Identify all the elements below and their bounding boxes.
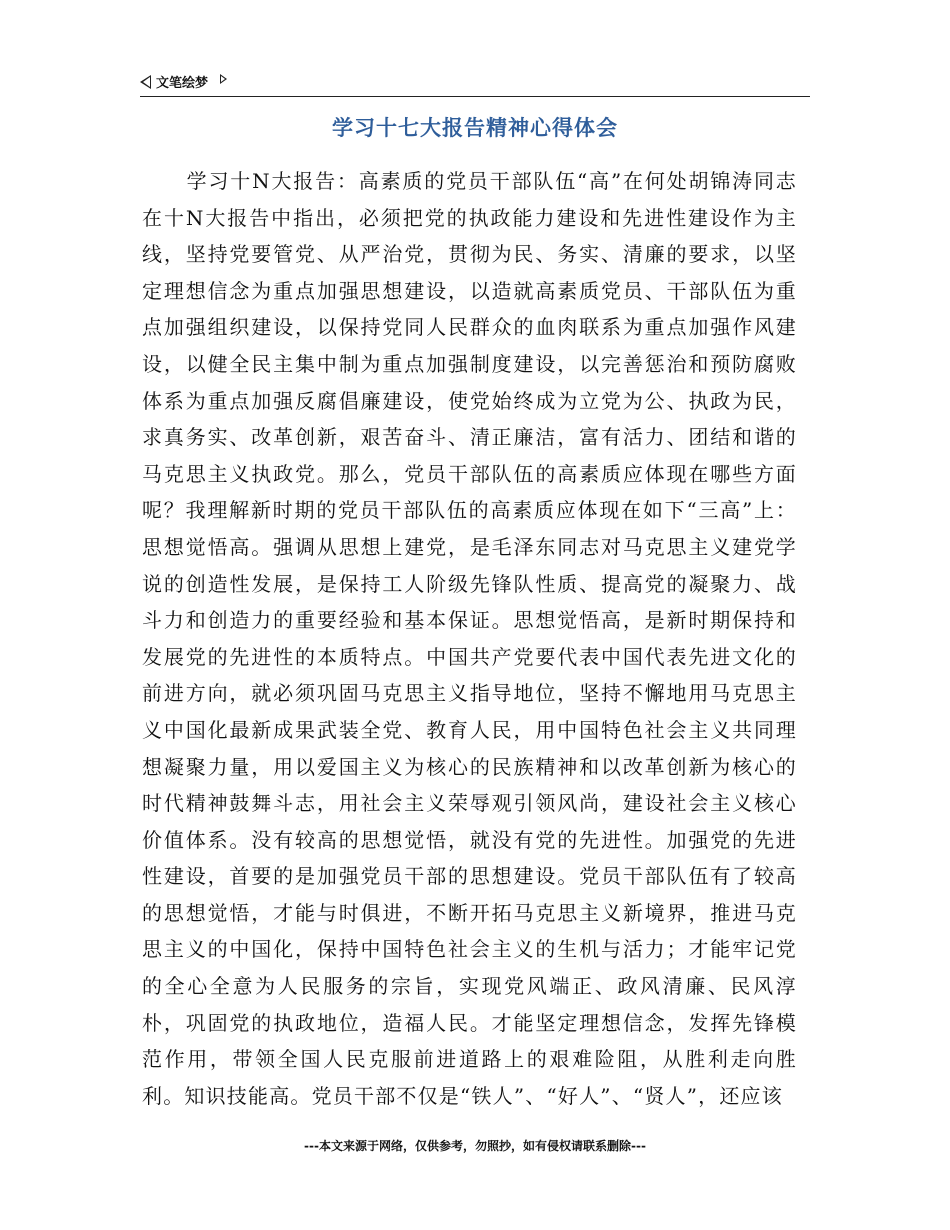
header-brand: 文笔绘梦 [156, 76, 209, 91]
left-triangle-icon [140, 75, 151, 89]
document-title: 学习十七大报告精神心得体会 [332, 115, 618, 140]
footer-disclaimer: ---本文来源于网络，仅供参考，勿照抄，如有侵权请联系删除--- [304, 1139, 646, 1153]
header-brand-group [140, 72, 227, 91]
right-triangle-icon [220, 74, 227, 84]
page-header [140, 70, 810, 97]
paragraph-text: 学习十N大报告：高素质的党员干部队伍“高”在何处胡锦涛同志在十N大报告中指出，必须把党的执政能力建设和先进性建设作为主线，坚持党要管党、从严治党，贯彻为民、务实、清廉的要求，以坚定理想信念为重点加强思想建设，以造就高素质党员、干部队伍为重点加强组织建设，以保持党同人民群众的血肉联系为重点加强作风建设，以健全民主集中制为重点加强制度建设，以完善惩治和预防腐败体系为重点加强反腐倡廉建设，使党始终成为立党为公、执政为民，求真务实、改革创新，艰苦奋斗、清正廉洁，富有活力、团结和谐的马克思主义执政党。那么，党员干部队伍的高素质应体现在哪些方面呢？我理解新时期的党员干部队伍的高素质应体现在如下“三高”上：思想觉悟高。强调从思想上建党，是毛泽东同志对马克思主义建党学说的创造性发展，是保持工人阶级先锋队性质、提高党的凝聚力、战斗力和创造力的重要经验和基本保证。思想觉悟高，是新时期保持和发展党的先进性的本质特点。中国共产党要代表中国代表先进文化的前进方向，就必须巩固马克思主义指导地位，坚持不懈地用马克思主义中国化最新成果武装全党、教育人民，用中国特色社会主义共同理想凝聚力量，用以爱国主义为核心的民族精神和以改革创新为核心的时代精神鼓舞斗志，用社会主义荣辱观引领风尚，建设社会主义核心价值体系。没有较高的思想觉悟，就没有党的先进性。加强党的先进性建设，首要的是加强党员干部的思想建设。党员干部队伍有了较高的思想觉悟，才能与时俱进，不断开拓马克思主义新境界，推进马克思主义的中国化，保持中国特色社会主义的生机与活力；才能牢记党的全心全意为人民服务的宗旨，实现党风端正、政风清廉、民风淳朴，巩固党的执政地位，造福人民。才能坚定理想信念，发挥先锋模范作用，带领全国人民克服前进道路上的艰难险阻，从胜利走向胜利。知识技能高。党员干部不仅是“铁人”、“好人”、“贤人”，还应该 [142, 169, 797, 1108]
body-paragraph [142, 163, 797, 1114]
